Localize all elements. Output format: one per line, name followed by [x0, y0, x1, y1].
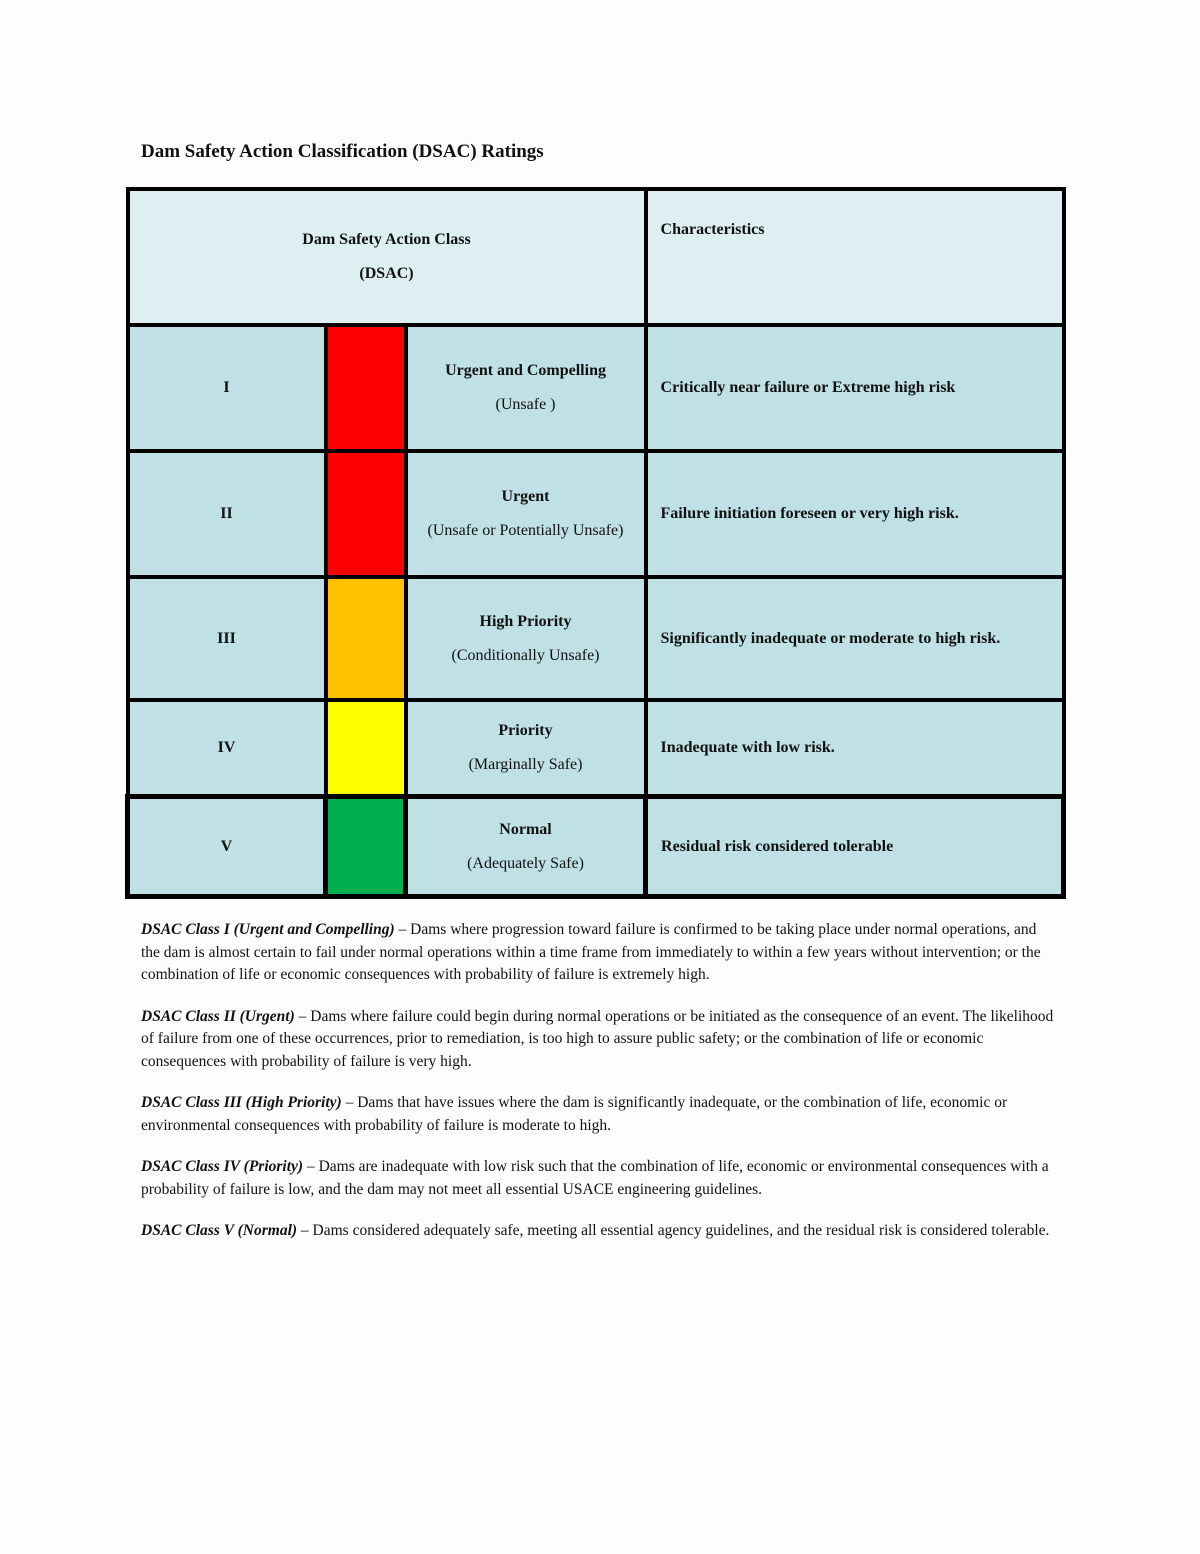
description-paragraph	[141, 1006, 1059, 1074]
description-text: – Dams where progression toward failure is confirmed to be taking place under normal operations, and the dam is almost certain to fail under normal operations within a time frame from immediately to within a few years without intervention; or the combination of life or economic consequences with probability of failure is extremely high.	[141, 921, 1041, 983]
class-label	[406, 451, 646, 577]
color-swatch-yellow	[326, 700, 406, 797]
class-numeral: IV	[128, 700, 326, 797]
description-text: – Dams are inadequate with low risk such that the combination of life, economic or environmental consequences with a probability of failure is low, and the dam may not meet all essential USACE engineering guidelines.	[141, 1158, 1049, 1198]
table-row	[128, 325, 1064, 451]
class-subtitle: (Conditionally Unsafe)	[451, 646, 600, 664]
description-text: – Dams where failure could begin during normal operations or be initiated as the consequence of an event. The likelihood of failure from one of these occurrences, prior to remediation, is too high to assure public safety; or the combination of life or economic consequences with probability of failure is very high.	[141, 1007, 1054, 1070]
table-row	[128, 577, 1064, 700]
table-header-row	[128, 189, 1064, 325]
description-label: DSAC Class IV (Priority)	[141, 1158, 304, 1175]
class-numeral: II	[128, 451, 326, 577]
class-name: Normal	[499, 820, 552, 838]
class-label	[406, 700, 646, 797]
header-characteristics: Characteristics	[646, 189, 1064, 325]
class-descriptions	[141, 919, 1059, 1262]
description-label: DSAC Class III (High Priority)	[141, 1094, 342, 1111]
class-subtitle: (Marginally Safe)	[468, 756, 583, 773]
description-label: DSAC Class II (Urgent)	[141, 1007, 295, 1025]
description-paragraph	[141, 1156, 1059, 1201]
class-characteristics: Failure initiation foreseen or very high risk.	[646, 451, 1064, 577]
class-label	[406, 577, 646, 700]
class-subtitle: (Adequately Safe)	[467, 854, 584, 872]
class-characteristics: Residual risk considered tolerable	[646, 797, 1064, 897]
color-swatch-red	[326, 325, 406, 451]
table-row	[128, 451, 1064, 577]
class-numeral: V	[128, 797, 326, 897]
description-text: – Dams that have issues where the dam is significantly inadequate, or the combination of life, economic or environmental consequences with probability of failure is moderate to high.	[141, 1094, 1008, 1134]
class-label	[406, 797, 646, 897]
description-text: – Dams considered adequately safe, meeting all essential agency guidelines, and the residual risk is considered tolerable.	[297, 1222, 1050, 1239]
color-swatch-green	[326, 797, 406, 897]
class-name: Urgent and Compelling	[445, 362, 606, 379]
dsac-table	[125, 187, 1066, 899]
page-title: Dam Safety Action Classification (DSAC) Ratings	[141, 141, 544, 162]
class-subtitle: (Unsafe or Potentially Unsafe)	[427, 522, 624, 539]
table-row	[128, 700, 1064, 797]
class-characteristics: Significantly inadequate or moderate to high risk.	[646, 577, 1064, 700]
description-paragraph	[141, 1220, 1059, 1243]
class-subtitle: (Unsafe )	[495, 396, 556, 413]
description-paragraph	[141, 919, 1059, 987]
class-name: Priority	[498, 722, 553, 739]
class-name: High Priority	[479, 612, 572, 630]
class-characteristics: Critically near failure or Extreme high risk	[646, 325, 1064, 451]
description-paragraph	[141, 1092, 1059, 1137]
class-numeral: I	[128, 325, 326, 451]
description-label: DSAC Class I (Urgent and Compelling)	[141, 921, 395, 938]
class-numeral: III	[128, 577, 326, 700]
header-dsac-class	[128, 189, 646, 325]
color-swatch-red	[326, 451, 406, 577]
class-label	[406, 325, 646, 451]
header-class-line2: (DSAC)	[359, 265, 414, 282]
description-label: DSAC Class V (Normal)	[141, 1222, 298, 1239]
header-class-line1: Dam Safety Action Class	[302, 231, 471, 248]
class-name: Urgent	[501, 488, 550, 505]
color-swatch-orange	[326, 577, 406, 700]
table-row	[128, 797, 1064, 897]
class-characteristics: Inadequate with low risk.	[646, 700, 1064, 797]
